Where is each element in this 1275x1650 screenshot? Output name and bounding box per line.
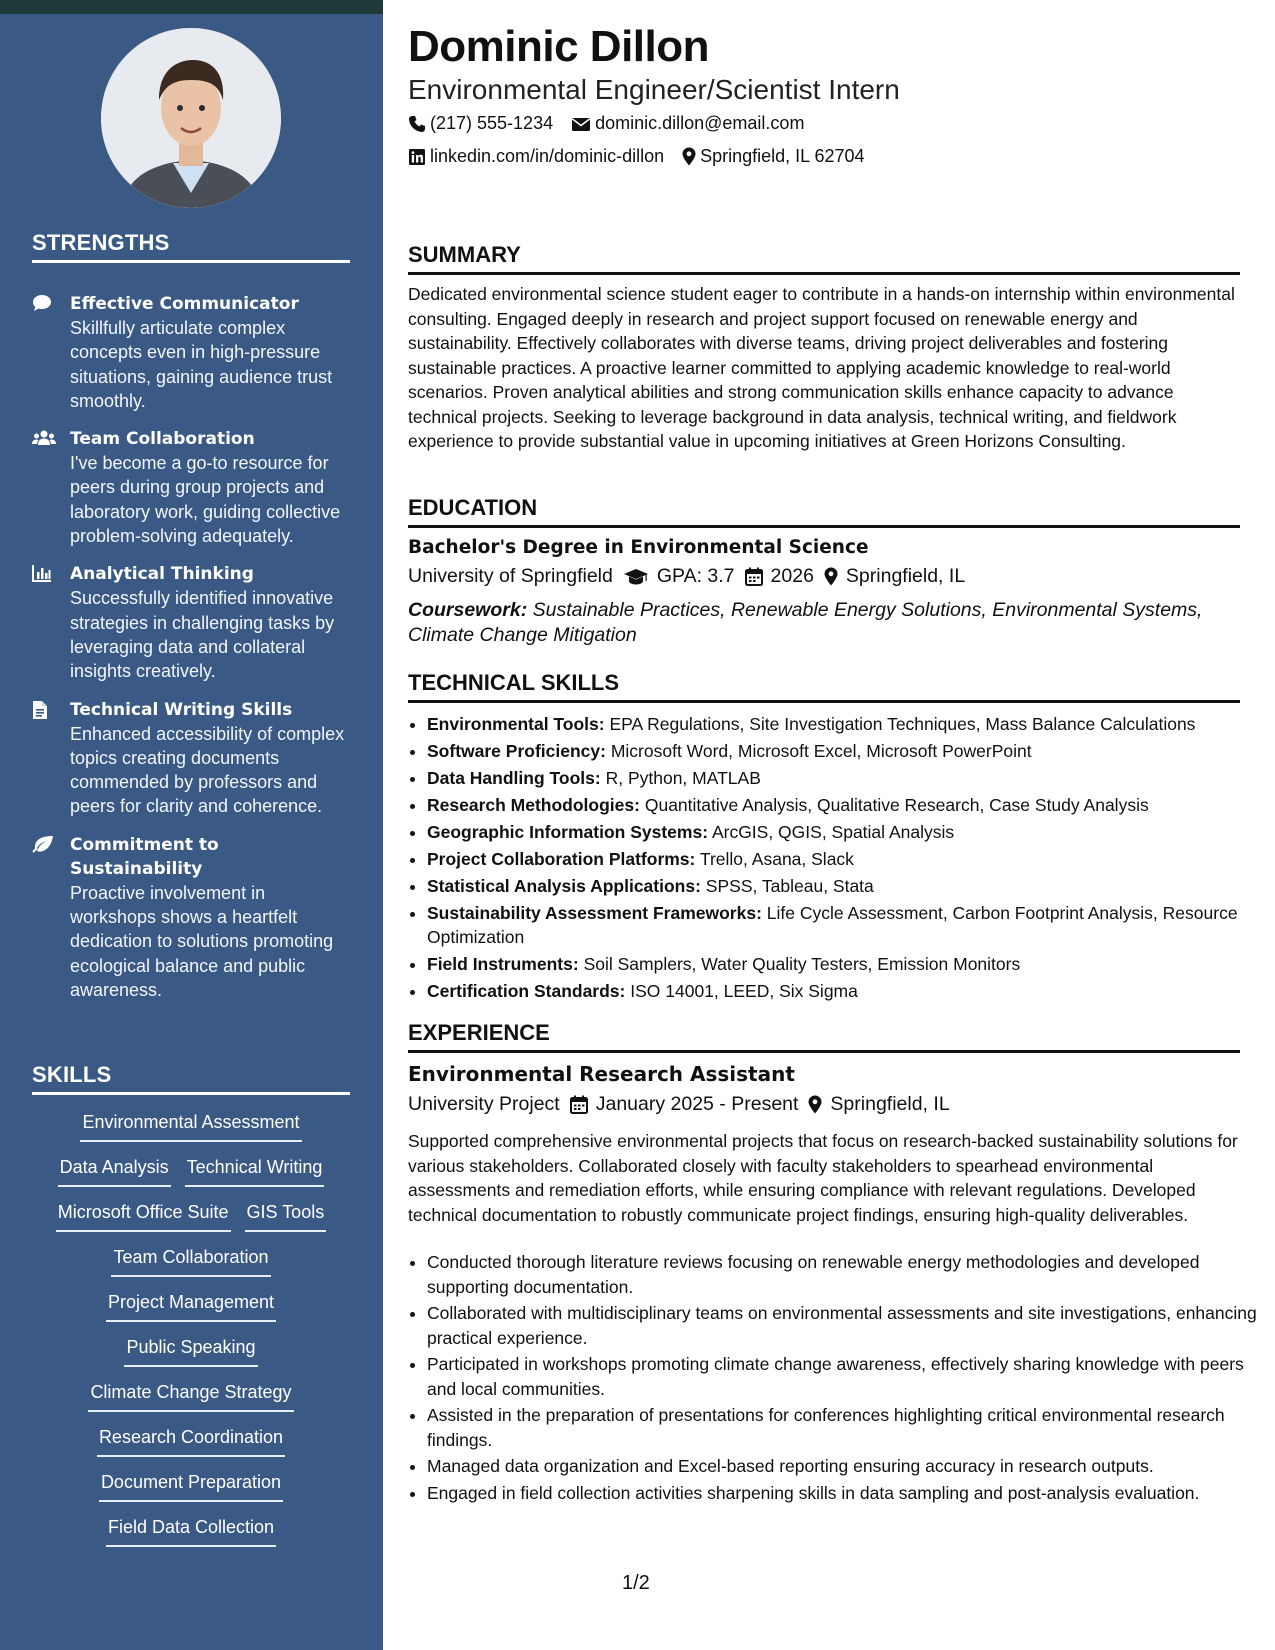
degree-title: Bachelor's Degree in Environmental Science [408, 537, 869, 558]
skill-label: Project Collaboration Platforms: [427, 849, 696, 869]
education-location-text: Springfield, IL [845, 565, 966, 587]
experience-location [808, 1093, 949, 1116]
skill-tag: Climate Change Strategy [88, 1380, 293, 1412]
experience-bullets [408, 1250, 1257, 1507]
skills-heading: SKILLS [32, 1062, 350, 1095]
strength-item [32, 292, 352, 413]
skill-value: Trello, Asana, Slack [699, 849, 854, 869]
linkedin-text[interactable]: linkedin.com/in/dominic-dillon [430, 146, 665, 166]
technical-skills-heading: TECHNICAL SKILLS [408, 670, 1240, 703]
skill-value: Soil Samplers, Water Quality Testers, Emission Monitors [583, 954, 1021, 974]
strength-description: Enhanced accessibility of complex topics creating documents commended by professors and peers for clarity and coherence. [70, 723, 345, 817]
skill-tag: Microsoft Office Suite [56, 1200, 231, 1232]
linkedin-icon [408, 148, 426, 166]
gpa-text: GPA: 3.7 [656, 565, 735, 587]
summary-text: Dedicated environmental science student eager to contribute in a hands-on internship within environmental consulting. Engaged deeply in research and project support focused on renewable energy and sustainability. Effectively collaborates with diverse teams, driving project deliverables and fostering sustainable practices. A proactive learner committed to applying academic knowledge to real-world scenarios. Proven analytical abilities and strong communication skills enhance capacity to advance technical projects. Seeking to leverage background in data analysis, technical writing, and fieldwork experience to provide substantial value in upcoming initiatives at Green Horizons Consulting. [408, 284, 1235, 451]
skill-tag: Technical Writing [185, 1155, 325, 1187]
list-item: • Collaborated with multidisciplinary teams on environmental assessments and site investigations, enhancing practical experience. [427, 1301, 1257, 1350]
year-text: 2026 [770, 565, 814, 587]
school-name: University of Springfield [408, 565, 613, 587]
dates-item [570, 1093, 799, 1116]
skill-value: EPA Regulations, Site Investigation Techniques, Mass Balance Calculations [609, 714, 1196, 734]
calendar-icon [745, 567, 763, 586]
contact-row [408, 146, 865, 167]
experience-heading: EXPERIENCE [408, 1020, 1240, 1053]
skill-label: Data Handling Tools: [427, 768, 601, 788]
experience-description: Supported comprehensive environmental projects that focus on research-backed sustainability solutions for various stakeholders. Collaborated closely with faculty stakeholders to spearhead environmental assessments and remediation efforts, while ensuring compliance with relevant regulations. Developed technical documentation to robustly communicate project findings, ensuring high-quality deliverables. [408, 1131, 1238, 1225]
candidate-role: Environmental Engineer/Scientist Intern [408, 74, 900, 105]
skill-label: Sustainability Assessment Frameworks: [427, 903, 762, 923]
strength-description: Proactive involvement in workshops shows a heartfelt dedication to solutions promoting ecological balance and public awareness. [70, 882, 334, 1000]
people-group-icon [32, 427, 70, 548]
list-item [427, 739, 1257, 763]
phone-icon [408, 115, 426, 133]
map-pin-icon [808, 1095, 822, 1114]
skill-value: Microsoft Word, Microsoft Excel, Microsoft PowerPoint [610, 741, 1032, 761]
skill-value: Quantitative Analysis, Qualitative Research, Case Study Analysis [644, 795, 1149, 815]
skill-tag: Project Management [106, 1290, 276, 1322]
strength-title: Analytical Thinking [70, 564, 254, 585]
skill-value: SPSS, Tableau, Stata [705, 876, 874, 896]
skill-value: ISO 14001, LEED, Six Sigma [630, 981, 858, 1001]
strength-item [32, 833, 352, 1002]
skill-label: Geographic Information Systems: [427, 822, 709, 842]
skill-tag: Document Preparation [99, 1470, 283, 1502]
coursework-label: Coursework: [408, 599, 528, 621]
skill-label: Research Methodologies: [427, 795, 640, 815]
skill-label: Statistical Analysis Applications: [427, 876, 701, 896]
list-item [427, 766, 1257, 790]
list-item [427, 712, 1257, 736]
strength-description: Successfully identified innovative strategies in challenging tasks by leveraging data and collateral insights creatively. [70, 588, 335, 682]
summary-heading: SUMMARY [408, 242, 1240, 275]
envelope-icon [571, 116, 591, 132]
list-item: • Conducted thorough literature reviews focusing on renewable energy methodologies and developed supporting documentation. [427, 1250, 1257, 1299]
list-item [427, 793, 1257, 817]
skill-label: Environmental Tools: [427, 714, 605, 734]
graduation-cap-icon [623, 568, 649, 586]
skill-label: Certification Standards: [427, 981, 626, 1001]
speech-bubble-icon [32, 292, 70, 413]
skill-tag: Public Speaking [124, 1335, 257, 1367]
technical-skills-list [408, 712, 1257, 1006]
dates-text: January 2025 - Present [595, 1093, 799, 1115]
candidate-name: Dominic Dillon [408, 22, 709, 71]
skill-tag: Team Collaboration [111, 1245, 270, 1277]
list-item: • Participated in workshops promoting climate change awareness, effectively sharing knowledge with peers and local communities. [427, 1352, 1257, 1401]
map-pin-icon [824, 567, 838, 586]
skill-tag: Field Data Collection [106, 1515, 276, 1547]
strength-title: Team Collaboration [70, 429, 255, 450]
coursework [408, 598, 1238, 647]
skill-tag: Data Analysis [58, 1155, 171, 1187]
strengths-heading: STRENGTHS [32, 230, 350, 263]
coursework-text: Sustainable Practices, Renewable Energy Solutions, Environmental Systems, Climate Change Mitigation [408, 599, 1203, 646]
map-pin-icon [682, 147, 696, 166]
strengths-list [32, 292, 352, 1016]
skill-tag: Environmental Assessment [80, 1110, 301, 1142]
list-item [427, 874, 1257, 898]
skill-label: Field Instruments: [427, 954, 579, 974]
skill-label: Software Proficiency: [427, 741, 606, 761]
leaf-icon [32, 833, 70, 1002]
email-text[interactable]: dominic.dillon@email.com [595, 113, 805, 133]
skill-tag: GIS Tools [245, 1200, 327, 1232]
phone-contact [408, 113, 553, 134]
strength-item [32, 698, 352, 819]
email-contact[interactable] [571, 113, 804, 134]
experience-location-text: Springfield, IL [830, 1093, 950, 1115]
organization-name: University Project [408, 1093, 560, 1115]
strength-title: Effective Communicator [70, 294, 299, 314]
strength-title: Commitment to Sustainability [70, 834, 219, 879]
profile-photo [101, 28, 281, 208]
list-item: • Assisted in the preparation of presentations for conferences highlighting critical environmental research findings. [427, 1403, 1257, 1452]
skill-tag: Research Coordination [97, 1425, 285, 1457]
bar-chart-icon [32, 562, 70, 683]
list-item [427, 952, 1257, 976]
strength-description: I've become a go-to resource for peers during group projects and laboratory work, guiding collective problem-solving adequately. [70, 453, 341, 547]
list-item [427, 979, 1257, 1003]
location-contact [682, 146, 864, 167]
strength-description: Skillfully articulate complex concepts even in high-pressure situations, gaining audience trust smoothly. [70, 318, 333, 411]
skill-value: R, Python, MATLAB [605, 768, 761, 788]
education-heading: EDUCATION [408, 495, 1240, 528]
strength-item [32, 427, 352, 548]
year-item [745, 565, 814, 588]
skill-value: ArcGIS, QGIS, Spatial Analysis [711, 822, 955, 842]
document-icon [32, 698, 70, 819]
sidebar-top-bar [0, 0, 383, 14]
list-item [427, 847, 1257, 871]
contact-row [408, 113, 804, 134]
job-title: Environmental Research Assistant [408, 1062, 795, 1086]
calendar-icon [570, 1095, 588, 1114]
skill-value: Life Cycle Assessment, Carbon Footprint Analysis, Resource Optimization [427, 903, 1238, 947]
list-item: • Managed data organization and Excel-based reporting ensuring accuracy in research outputs. [427, 1454, 1257, 1479]
page-number: 1/2 [622, 1572, 650, 1594]
phone-text: (217) 555-1234 [430, 113, 554, 133]
education-location [824, 565, 965, 588]
linkedin-contact[interactable] [408, 146, 664, 167]
strength-item [32, 562, 352, 683]
list-item [427, 901, 1257, 949]
skills-list [32, 1110, 350, 1560]
list-item: • Engaged in field collection activities sharpening skills in data sampling and post-analysis evaluation. [427, 1481, 1257, 1506]
strength-title: Technical Writing Skills [70, 699, 293, 720]
list-item [427, 820, 1257, 844]
education-meta [408, 565, 965, 588]
experience-meta [408, 1093, 950, 1116]
location-text: Springfield, IL 62704 [700, 146, 865, 166]
gpa-item [623, 565, 735, 588]
sidebar [0, 0, 383, 1650]
